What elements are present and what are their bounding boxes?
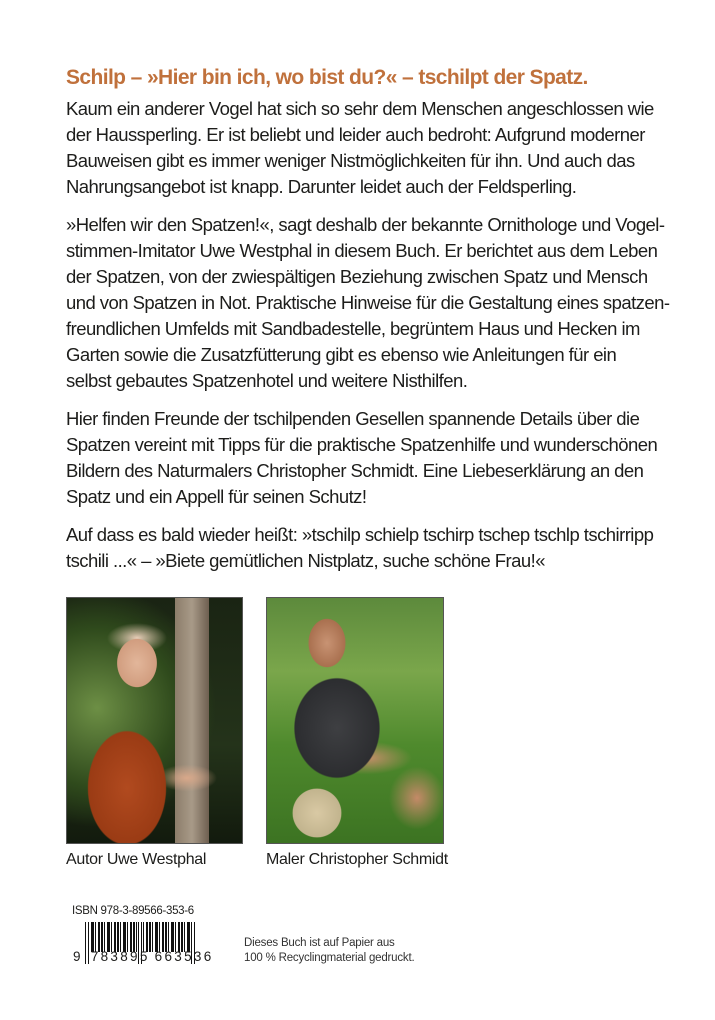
text-line: stimmen-Imitator Uwe Westphal in diesem Buch. Er berichtet aus dem Leben <box>66 240 658 261</box>
painter-photo <box>266 597 444 844</box>
blurb <box>66 96 670 586</box>
author-photo <box>66 597 243 844</box>
paragraph-4 <box>66 522 666 574</box>
text-line: Bauweisen gibt es immer weniger Nistmöglichkeiten für ihn. Und auch das <box>66 150 635 171</box>
text-line: Garten sowie die Zusatzfütterung gibt es ebenso wie Anleitungen für ein <box>66 344 617 365</box>
recycling-note <box>244 936 414 966</box>
paragraph-2 <box>66 212 670 394</box>
text-line: freundlichen Umfelds mit Sandbadestelle, begrüntem Haus und Hecken im <box>66 318 640 339</box>
barcode-digits <box>73 949 214 964</box>
recycling-line: 100 % Recyclingmaterial gedruckt. <box>244 952 415 964</box>
text-line: Auf dass es bald wieder heißt: »tschilp schielp tschirp tschep tschlp tschirripp <box>66 524 654 545</box>
headline: Schilp – »Hier bin ich, wo bist du?« – tschilpt der Spatz. <box>66 66 588 89</box>
barcode-digit-first: 9 <box>73 949 83 964</box>
text-line: Spatzen vereint mit Tipps für die praktische Spatzenhilfe und wunderschönen <box>66 434 658 455</box>
text-line: tschili ...« – »Biete gemütlichen Nistplatz, suche schöne Frau!« <box>66 550 545 571</box>
text-line: Nahrungsangebot ist knapp. Darunter leidet auch der Feldsperling. <box>66 176 577 197</box>
text-line: der Spatzen, von der zwiespältigen Beziehung zwischen Spatz und Mensch <box>66 266 648 287</box>
text-line: der Haussperling. Er ist beliebt und leider auch bedroht: Aufgrund moderner <box>66 124 645 145</box>
author-caption: Autor Uwe Westphal <box>66 851 207 868</box>
barcode-digits-right: 663536 <box>154 949 214 964</box>
painter-caption: Maler Christopher Schmidt <box>266 851 448 868</box>
paragraph-3 <box>66 406 666 510</box>
text-line: und von Spatzen in Not. Praktische Hinweise für die Gestaltung eines spatzen- <box>66 292 670 313</box>
recycling-line: Dieses Buch ist auf Papier aus <box>244 937 395 949</box>
isbn-label: ISBN 978-3-89566-353-6 <box>72 905 194 917</box>
text-line: »Helfen wir den Spatzen!«, sagt deshalb der bekannte Ornithologe und Vogel- <box>66 214 665 235</box>
text-line: Kaum ein anderer Vogel hat sich so sehr dem Menschen angeschlossen wie <box>66 98 654 119</box>
text-line: selbst gebautes Spatzenhotel und weitere Nisthilfen. <box>66 370 468 391</box>
barcode-digits-left: 783895 <box>90 949 150 964</box>
text-line: Bildern des Naturmalers Christopher Schmidt. Eine Liebeserklärung an den <box>66 460 644 481</box>
text-line: Hier finden Freunde der tschilpenden Gesellen spannende Details über die <box>66 408 640 429</box>
text-line: Spatz und ein Appell für seinen Schutz! <box>66 486 367 507</box>
paragraph-1 <box>66 96 666 200</box>
